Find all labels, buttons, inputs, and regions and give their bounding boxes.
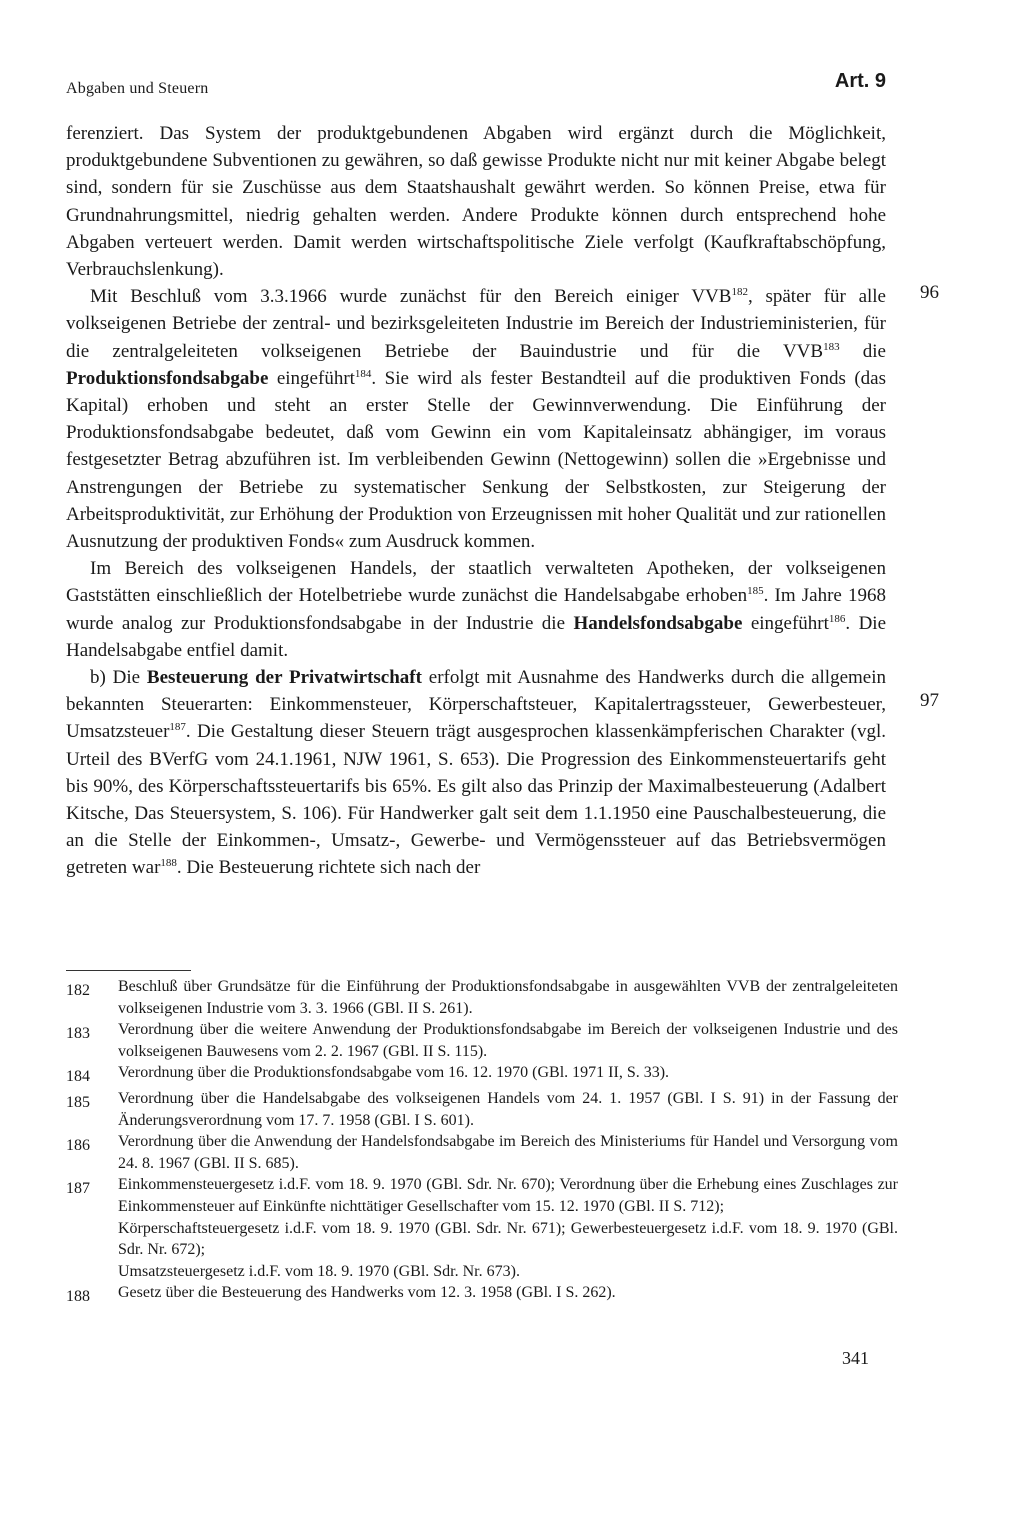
p2-text-a: Mit Beschluß vom 3.3.1966 wurde zunächst für den Bereich einiger VVB [90, 286, 732, 308]
running-head: Abgaben und Steuern [66, 80, 209, 97]
term-besteuerung-privatwirtschaft: Besteuerung der Privatwirtschaft [146, 667, 422, 689]
footnote-text [118, 1282, 898, 1308]
footnote-text [118, 976, 898, 1019]
footnote-line: Gesetz über die Besteuerung des Handwerks vom 12. 3. 1958 (GBl. I S. 262). [118, 1284, 616, 1302]
paragraph-1 [66, 120, 886, 283]
footnote-line: Körperschaftsteuergesetz i.d.F. vom 18. 9. 1970 (GBl. Sdr. Nr. 671); Gewerbesteuergesetz i.d.F. vom 18. 9. 1970 (GBl. Sdr. Nr. 672); [118, 1219, 898, 1259]
p3-text-a: Im Bereich des volkseigenen Handels, der staatlich verwalteten Apotheken, der volkseigenen Gaststätten einschließlich der Hotelbetriebe wurde zunächst die Handelsabgabe erhoben [66, 558, 886, 607]
p4-text-c: . Die Gestaltung dieser Steuern trägt ausgesprochen klassenkämpferischen Charakter (vgl. Urteil des BVerfG vom 24.1.1961, NJW 1961, S. 653). Die Progression des Einkommensteuertarifs geht bis 90%, des Körperschaftssteuertarifs bis 65%. Es gilt also das Prinzip der Maximalbesteuerung (Adalbert Kitsche, Das Steuersystem, S. 106). Für Handwerker galt seit dem 1.1.1950 eine Pauschalbesteuerung, die an die Stelle der Einkommen-, Umsatz-, Gewerbe- und Vermögenssteuer auf das Betriebsvermögen getreten war [66, 721, 886, 879]
term-produktionsfondsabgabe: Produktionsfondsabgabe [66, 367, 269, 389]
paragraph-2 [66, 283, 886, 555]
p2-text-c: die [839, 340, 886, 362]
footnote-ref-187[interactable]: 187 [169, 721, 186, 734]
footnote-line: Verordnung über die Anwendung der Handelsfondsabgabe im Bereich des Ministeriums für Handel und Versorgung vom 24. 8. 1967 (GBl. II S. 685). [118, 1133, 898, 1172]
footnote-ref-183[interactable]: 183 [823, 340, 840, 353]
term-handelsfondsabgabe: Handelsfondsabgabe [573, 612, 743, 634]
footnote-number: 187 [66, 1180, 90, 1198]
p3-text-b: . Im Jahre 1968 wurde analog zur Produktionsfondsabgabe in der Industrie die [66, 585, 886, 634]
footnote-number: 188 [66, 1288, 90, 1306]
p2-text-b: , später für alle volkseigenen Betriebe der zentral- und bezirksgeleiteten Industrie im Bereich der Industrieministerien, für die zentralgeleiteten volkseigenen Betriebe der Bauindustrie und für die VVB [66, 286, 886, 362]
footnote-185 [66, 1088, 898, 1131]
footnote-line: Verordnung über die Produktionsfondsabgabe vom 16. 12. 1970 (GBl. 1971 II, S. 33). [118, 1064, 670, 1082]
footnote-line: Einkommensteuergesetz i.d.F. vom 18. 9. 1970 (GBl. Sdr. Nr. 670); Verordnung über die Erhebung eines Zuschlages zur Einkommensteuer auf Einkünfte nichttätiger Gesellschafter vom 15. 12. 1970 (GBl. II S. 712); [118, 1176, 898, 1215]
footnote-text [118, 1062, 898, 1088]
footnote-line: Umsatzsteuergesetz i.d.F. vom 18. 9. 1970 (GBl. Sdr. Nr. 673). [118, 1262, 520, 1280]
footnote-text [118, 1131, 898, 1174]
footnote-188 [66, 1282, 898, 1308]
footnote-ref-185[interactable]: 185 [747, 585, 764, 598]
footnote-184 [66, 1062, 898, 1088]
margin-number-96: 96 [920, 282, 939, 303]
paragraph-3 [66, 555, 886, 664]
footnote-number: 185 [66, 1093, 90, 1111]
footnote-187 [66, 1174, 898, 1282]
footnotes [66, 976, 898, 1308]
footnote-text [118, 1174, 898, 1282]
footnote-182 [66, 976, 898, 1019]
footnote-number: 183 [66, 1025, 90, 1043]
footnote-number: 184 [66, 1068, 90, 1086]
margin-number-97: 97 [920, 690, 939, 711]
footnote-line: Verordnung über die weitere Anwendung der Produktionsfondsabgabe im Bereich der volkseigenen Industrie und des volkseigenen Bauwesens vom 2. 2. 1967 (GBl. II S. 115). [118, 1021, 898, 1060]
footnote-line: Verordnung über die Handelsabgabe des volkseigenen Handels vom 24. 1. 1957 (GBl. I S. 91) in der Fassung der Änderungsverordnung vom 17. 7. 1958 (GBl. I S. 601). [118, 1089, 898, 1129]
p3-text-d: . Die Handelsabgabe entfiel damit. [66, 612, 887, 661]
article-number: Art. 9 [834, 70, 886, 92]
p4-text-a: b) Die [90, 667, 147, 689]
footnote-ref-182[interactable]: 182 [731, 286, 748, 299]
page-number: 341 [842, 1348, 869, 1368]
p3-text-c: eingeführt [742, 612, 829, 634]
body-text [66, 120, 886, 882]
paragraph-1-text: ferenziert. Das System der produktgebundenen Abgaben wird ergänzt durch die Möglichkeit, produktgebundene Subventionen zu gewähren, so daß gewisse Produkte nicht nur mit keiner Abgabe belegt sind, sondern für sie Zuschüsse aus dem Staatshaushalt gewährt werden. So können Preise, etwa für Grundnahrungsmittel, niedrig gehalten werden. Andere Produkte können durch entsprechend hohe Abgaben verteuert werden. Damit werden wirtschaftspolitische Ziele verfolgt (Kaufkraftabschöpfung, Verbrauchslenkung). [66, 123, 886, 281]
footnote-number: 186 [66, 1137, 90, 1155]
footnote-186 [66, 1131, 898, 1174]
footnote-ref-188[interactable]: 188 [160, 857, 177, 870]
p2-text-e: . Sie wird als fester Bestandteil auf die produktiven Fonds (das Kapital) erhoben und steht an erster Stelle der Gewinnverwendung. Die Einführung der Produktionsfondsabgabe bedeutet, daß vom Gewinn ein vom Kapitaleinsatz abhängiger, im voraus festgesetzter Betrag abzuführen ist. Im verbleibenden Gewinn (Nettogewinn) sollen die »Ergebnisse und Anstrengungen der Betriebe zu systematischer Senkung der Selbstkosten, zur Steigerung der Arbeitsproduktivität, zur Erhöhung der Produktion von Erzeugnissen mit hoher Qualität und zur rationellen Ausnutzung der produktiven Fonds« zum Ausdruck kommen. [66, 367, 886, 553]
footnote-183 [66, 1019, 898, 1062]
p4-text-d: . Die Besteuerung richtete sich nach der [176, 857, 481, 879]
footnote-number: 182 [66, 982, 90, 999]
footnote-ref-186[interactable]: 186 [828, 612, 846, 625]
footnote-rule [66, 970, 191, 971]
footnote-text [118, 1019, 898, 1062]
footnote-line: Beschluß über Grundsätze für die Einführung der Produktionsfondsabgabe in ausgewählten VVB der zentralgeleiteten volkseigenen Industrie vom 3. 3. 1966 (GBl. II S. 261). [118, 978, 898, 1017]
footnote-ref-184[interactable]: 184 [354, 367, 372, 380]
p2-text-d: eingeführt [268, 367, 355, 389]
footnote-text [118, 1088, 898, 1131]
paragraph-4 [66, 664, 886, 882]
p4-text-b: erfolgt mit Ausnahme des Handwerks durch die allgemein bekannten Steuerarten: Einkommensteuer, Körperschaftsteuer, Kapitalertragssteuer, Gewerbesteuer, Umsatzsteuer [66, 667, 887, 743]
